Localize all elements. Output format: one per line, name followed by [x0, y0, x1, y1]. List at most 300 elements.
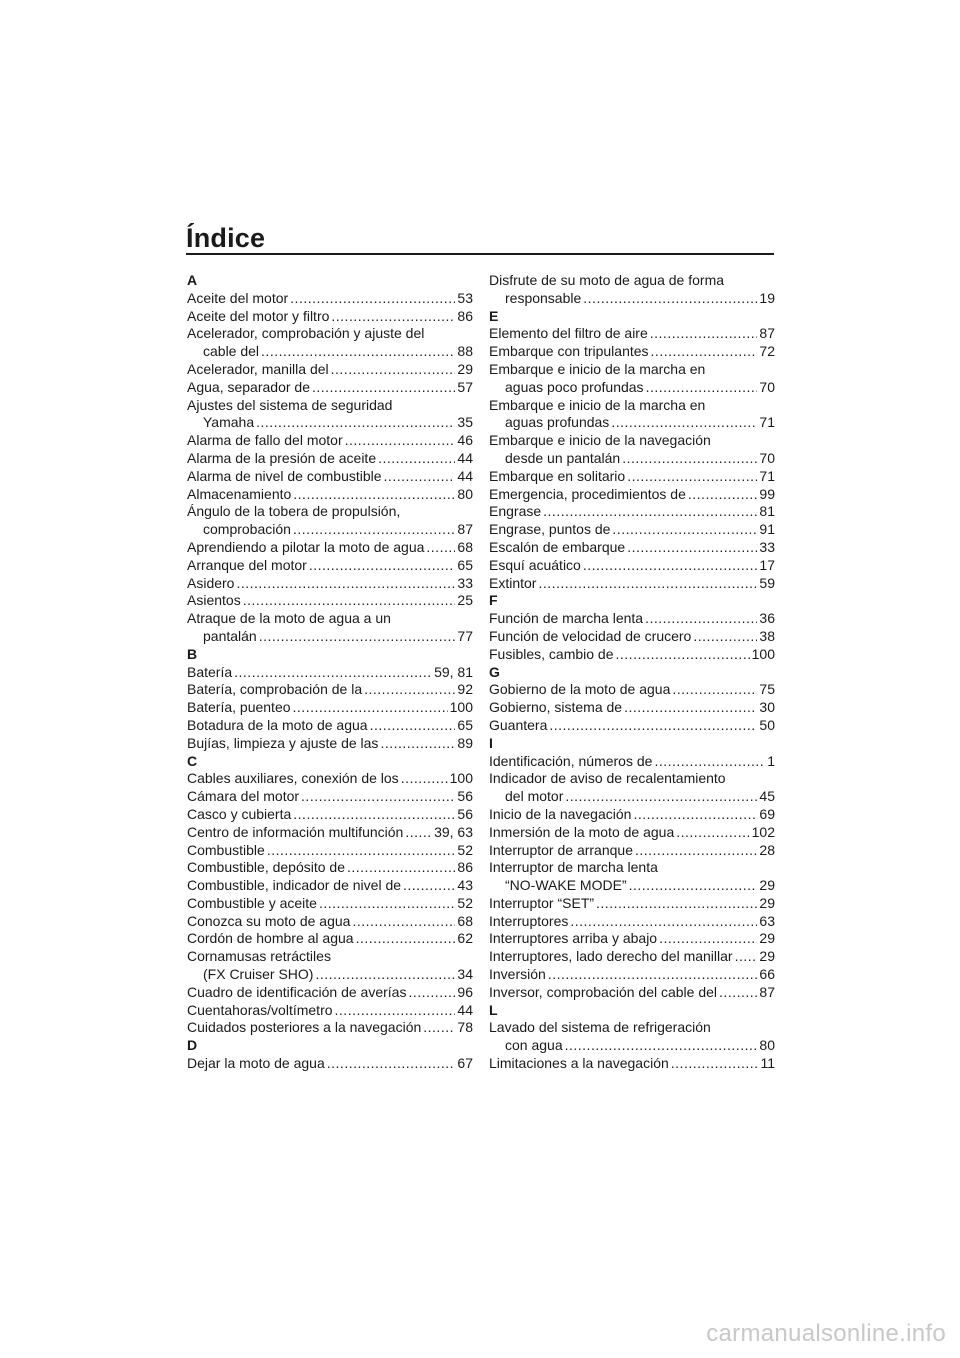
index-entry-page: 29 — [457, 360, 473, 377]
index-letter-heading: E — [489, 307, 499, 324]
index-entry — [187, 557, 473, 575]
index-entry-page: 71 — [759, 414, 775, 431]
index-entry-page: 77 — [457, 627, 473, 644]
index-entry — [187, 486, 473, 504]
index-entry-text: Función de marcha lenta — [489, 610, 644, 627]
dot-leader — [688, 486, 758, 504]
dot-leader — [650, 325, 758, 343]
index-entry-text: Gobierno, sistema de — [489, 699, 623, 716]
index-entry-head: Acelerador, comprobación y ajuste del — [187, 325, 425, 342]
index-entry — [187, 859, 473, 877]
page-title: Índice — [186, 223, 266, 253]
index-entry-text: Inversión — [489, 966, 546, 983]
index-entry-page: 59, 81 — [434, 663, 473, 680]
index-entry-page: 65 — [457, 556, 473, 573]
dot-leader — [596, 895, 757, 913]
index-entry-page: 68 — [457, 538, 473, 555]
dot-leader — [672, 681, 757, 699]
index-entry-text: Batería — [187, 663, 233, 680]
index-entry-page: 50 — [759, 716, 775, 733]
dot-leader — [370, 717, 456, 735]
index-entry — [489, 877, 775, 895]
index-entry — [187, 842, 473, 860]
index-entry — [489, 913, 775, 931]
index-entry — [187, 290, 473, 308]
index-entry-page: 100 — [751, 645, 775, 662]
index-entry-head: Embarque e inicio de la marcha en — [489, 396, 706, 413]
index-entry — [187, 521, 473, 539]
index-entry-text: Dejar la moto de agua — [187, 1055, 325, 1072]
index-entry-page: 19 — [759, 289, 775, 306]
index-entry-page: 44 — [457, 449, 473, 466]
dot-leader — [624, 699, 757, 717]
index-entry-head: Embarque e inicio de la marcha en — [489, 360, 706, 377]
index-entry — [489, 575, 775, 593]
index-entry-text: Yamaha — [203, 414, 255, 431]
index-entry-text: Interruptor “SET” — [489, 894, 595, 911]
dot-leader — [261, 343, 455, 361]
dot-leader — [408, 984, 455, 1002]
dot-leader — [565, 788, 757, 806]
index-entry-page: 43 — [457, 877, 473, 894]
index-entry-text: Batería, comprobación de la — [187, 681, 363, 698]
index-entry — [187, 930, 473, 948]
index-entry — [187, 770, 473, 788]
index-entry — [187, 1002, 473, 1020]
index-entry — [489, 1037, 775, 1055]
index-entry-text: Aceite del motor y filtro — [187, 307, 330, 324]
dot-leader — [671, 1055, 759, 1073]
index-letter-heading: B — [187, 645, 198, 662]
index-entry — [489, 325, 775, 343]
index-entry-text: Alarma de fallo del motor — [187, 432, 343, 449]
index-entry — [489, 646, 775, 664]
index-entry-page: 45 — [759, 788, 775, 805]
index-entry — [187, 468, 473, 486]
index-entry-page: 70 — [759, 449, 775, 466]
index-entry-text: Batería, puenteo — [187, 699, 291, 716]
dot-leader — [243, 592, 456, 610]
index-entry-page: 28 — [759, 841, 775, 858]
index-entry-text: Embarque en solitario — [489, 467, 626, 484]
dot-leader — [543, 503, 757, 521]
dot-leader — [380, 735, 455, 753]
index-entry-page: 62 — [457, 930, 473, 947]
dot-leader — [622, 450, 757, 468]
index-entry — [489, 681, 775, 699]
index-entry — [489, 842, 775, 860]
index-entry-text: “NO-WAKE MODE” — [505, 877, 627, 894]
index-entry-text: Cámara del motor — [187, 788, 300, 805]
index-entry-head: Cornamusas retráctiles — [187, 948, 331, 965]
index-entry-page: 86 — [457, 307, 473, 324]
dot-leader — [612, 521, 757, 539]
index-entry — [187, 717, 473, 735]
index-entry — [489, 824, 775, 842]
index-entry — [187, 788, 473, 806]
index-entry-page: 52 — [457, 841, 473, 858]
index-entry-page: 63 — [759, 912, 775, 929]
index-letter-heading: I — [489, 734, 493, 751]
index-entry-text: Botadura de la moto de agua — [187, 716, 368, 733]
index-entry-text: con agua — [505, 1037, 563, 1054]
index-entry — [489, 557, 775, 575]
index-entry-text: Inversor, comprobación del cable del — [489, 983, 718, 1000]
index-entry-text: Engrase — [489, 503, 542, 520]
index-entry-text: Conozca su moto de agua — [187, 912, 351, 929]
index-entry-head: Ajustes del sistema de seguridad — [187, 396, 393, 413]
index-entry-page: 96 — [457, 983, 473, 1000]
index-entry — [187, 913, 473, 931]
index-entry — [187, 628, 473, 646]
index-entry-text: aguas profundas — [505, 414, 610, 431]
index-entry-page: 86 — [457, 859, 473, 876]
index-entry — [489, 610, 775, 628]
index-entry — [489, 806, 775, 824]
index-letter-heading: A — [187, 272, 198, 288]
index-entry-text: Limitaciones a la navegación — [489, 1055, 669, 1072]
index-entry — [187, 664, 473, 682]
index-entry-page: 78 — [457, 1019, 473, 1036]
index-entry-text: aguas poco profundas — [505, 378, 644, 395]
index-entry — [489, 984, 775, 1002]
index-entry — [187, 966, 473, 984]
index-entry-page: 59 — [759, 574, 775, 591]
index-entry-page: 44 — [457, 467, 473, 484]
index-entry-page: 33 — [457, 574, 473, 591]
index-entry — [489, 290, 775, 308]
index-entry-head: Disfrute de su moto de agua de forma — [489, 272, 725, 288]
index-entry-text: Cuadro de identificación de averías — [187, 983, 407, 1000]
index-entry-page: 89 — [457, 734, 473, 751]
index-entry-page: 56 — [457, 788, 473, 805]
dot-leader — [335, 1002, 456, 1020]
index-entry — [489, 930, 775, 948]
index-entry-text: Aprendiendo a pilotar la moto de agua — [187, 538, 425, 555]
index-entry-text: Almacenamiento — [187, 485, 292, 502]
dot-leader — [719, 984, 757, 1002]
index-letter-heading: G — [489, 663, 500, 680]
dot-leader — [635, 842, 757, 860]
dot-leader — [549, 717, 757, 735]
index-entry-text: Combustible, depósito de — [187, 859, 345, 876]
index-entry-text: Elemento del filtro de aire — [489, 325, 648, 342]
dot-leader — [315, 966, 455, 984]
index-entry-text: Aceite del motor — [187, 289, 289, 306]
index-entry — [187, 414, 473, 432]
index-entry-page: 57 — [457, 378, 473, 395]
index-entry — [187, 432, 473, 450]
dot-leader — [693, 628, 757, 646]
index-entry-text: Centro de información multifunción — [187, 823, 404, 840]
index-entry — [489, 521, 775, 539]
index-entry-head: Interruptor de marcha lenta — [489, 859, 658, 876]
dot-leader — [676, 824, 749, 842]
title-rule — [186, 253, 774, 255]
dot-leader — [611, 414, 757, 432]
index-entry-page: 87 — [759, 983, 775, 1000]
index-entry — [489, 414, 775, 432]
index-entry — [187, 699, 473, 717]
dot-leader — [654, 753, 765, 771]
dot-leader — [293, 806, 455, 824]
index-entry-text: responsable — [505, 289, 582, 306]
dot-leader — [629, 877, 758, 895]
index-entry-text: Escalón de embarque — [489, 538, 626, 555]
index-entry-text: Combustible — [187, 841, 265, 858]
dot-leader — [616, 646, 750, 664]
index-entry-page: 17 — [759, 556, 775, 573]
index-entry-page: 68 — [457, 912, 473, 929]
index-entry-page: 87 — [457, 521, 473, 538]
dot-leader — [627, 468, 757, 486]
index-entry-page: 102 — [751, 823, 775, 840]
index-entry-text: Cuidados posteriores a la navegación — [187, 1019, 422, 1036]
index-entry-text: Alarma de la presión de aceite — [187, 449, 377, 466]
index-entry-text: Emergencia, procedimientos de — [489, 485, 686, 502]
index-entry — [489, 628, 775, 646]
index-entry-page: 81 — [759, 503, 775, 520]
index-entry-text: Asidero — [187, 574, 235, 591]
dot-leader — [426, 539, 455, 557]
index-entry-text: comprobación — [203, 521, 291, 538]
index-entry-page: 88 — [457, 343, 473, 360]
index-entry-head: Atraque de la moto de agua a un — [187, 610, 391, 627]
index-column-left — [187, 272, 473, 1073]
index-entry-page: 80 — [759, 1037, 775, 1054]
dot-leader — [565, 1037, 758, 1055]
dot-leader — [633, 806, 757, 824]
index-entry-text: Casco y cubierta — [187, 805, 292, 822]
index-entry-text: Engrase, puntos de — [489, 521, 611, 538]
dot-leader — [309, 557, 456, 575]
index-entry-page: 53 — [457, 289, 473, 306]
index-entry-head: Embarque e inicio de la navegación — [489, 432, 711, 449]
index-entry-text: Interruptores, lado derecho del manillar — [489, 948, 733, 965]
dot-leader — [347, 859, 455, 877]
dot-leader — [364, 681, 455, 699]
dot-leader — [312, 379, 455, 397]
index-entry-page: 1 — [767, 752, 775, 769]
index-entry-page: 36 — [759, 610, 775, 627]
index-entry-page: 52 — [457, 894, 473, 911]
dot-leader — [378, 450, 455, 468]
index-entry — [187, 539, 473, 557]
index-entry — [187, 681, 473, 699]
index-entry-text: desde un pantalán — [505, 449, 621, 466]
index-entry — [187, 735, 473, 753]
dot-leader — [548, 966, 758, 984]
dot-leader — [405, 824, 432, 842]
index-entry-text: Identificación, números de — [489, 752, 653, 769]
index-letter-heading: L — [489, 1001, 498, 1018]
index-entry-text: Interruptores — [489, 912, 569, 929]
index-entry-head: Indicador de aviso de recalentamiento — [489, 770, 726, 787]
index-entry — [489, 948, 775, 966]
index-entry-text: (FX Cruiser SHO) — [203, 966, 314, 983]
index-entry — [187, 806, 473, 824]
index-entry — [489, 539, 775, 557]
dot-leader — [646, 379, 758, 397]
index-entry-page: 87 — [759, 325, 775, 342]
dot-leader — [234, 664, 432, 682]
dot-leader — [659, 930, 757, 948]
index-entry-page: 29 — [759, 894, 775, 911]
index-entry-text: Guantera — [489, 716, 548, 733]
dot-leader — [583, 290, 757, 308]
index-entry-text: Embarque con tripulantes — [489, 343, 649, 360]
index-entry — [187, 895, 473, 913]
index-entry-head: Ángulo de la tobera de propulsión, — [187, 503, 401, 520]
index-entry-page: 71 — [759, 467, 775, 484]
watermark: carmanualsonline.info — [706, 1320, 946, 1347]
index-letter-heading: D — [187, 1037, 198, 1054]
dot-leader — [290, 290, 455, 308]
index-entry-text: Asientos — [187, 592, 241, 609]
index-entry-text: cable del — [203, 343, 260, 360]
index-entry-page: 29 — [759, 877, 775, 894]
index-entry-head: Lavado del sistema de refrigeración — [489, 1019, 711, 1036]
index-entry-text: del motor — [505, 788, 564, 805]
index-entry-text: Cables auxiliares, conexión de los — [187, 770, 399, 787]
index-entry-text: Cuentahoras/voltímetro — [187, 1001, 333, 1018]
dot-leader — [627, 539, 757, 557]
index-entry-text: pantalán — [203, 627, 257, 644]
index-entry — [489, 699, 775, 717]
index-entry-page: 44 — [457, 1001, 473, 1018]
index-entry-page: 25 — [457, 592, 473, 609]
index-entry-page: 67 — [457, 1055, 473, 1072]
dot-leader — [331, 361, 456, 379]
index-column-right — [489, 272, 775, 1073]
dot-leader — [267, 842, 456, 860]
index-entry-page: 69 — [759, 805, 775, 822]
dot-leader — [327, 1055, 456, 1073]
index-entry-text: Alarma de nivel de combustible — [187, 467, 382, 484]
index-entry — [489, 895, 775, 913]
index-entry-text: Extintor — [489, 574, 537, 591]
index-entry-page: 66 — [759, 966, 775, 983]
index-entry — [489, 1055, 775, 1073]
index-entry-page: 100 — [449, 770, 473, 787]
index-entry-page: 56 — [457, 805, 473, 822]
dot-leader — [403, 877, 455, 895]
index-entry-page: 11 — [760, 1055, 775, 1072]
index-entry-text: Cordón de hombre al agua — [187, 930, 354, 947]
index-letter-heading: C — [187, 752, 198, 769]
index-entry — [489, 343, 775, 361]
dot-leader — [645, 610, 757, 628]
index-entry-text: Función de velocidad de crucero — [489, 627, 692, 644]
index-entry — [489, 966, 775, 984]
dot-leader — [384, 468, 456, 486]
index-entry-text: Combustible, indicador de nivel de — [187, 877, 402, 894]
index-entry-text: Esquí acuático — [489, 556, 581, 573]
index-entry — [187, 984, 473, 1002]
index-entry-page: 30 — [759, 699, 775, 716]
dot-leader — [651, 343, 758, 361]
dot-leader — [319, 895, 455, 913]
index-entry-page: 91 — [759, 521, 775, 538]
index-entry — [489, 717, 775, 735]
index-entry-page: 33 — [759, 538, 775, 555]
dot-leader — [570, 913, 757, 931]
index-entry-text: Inmersión de la moto de agua — [489, 823, 675, 840]
dot-leader — [538, 575, 757, 593]
index-entry — [489, 503, 775, 521]
dot-leader — [345, 432, 456, 450]
index-entry — [489, 450, 775, 468]
index-entry — [187, 1055, 473, 1073]
dot-leader — [259, 628, 456, 646]
index-entry-page: 92 — [457, 681, 473, 698]
dot-leader — [293, 521, 455, 539]
index-entry — [187, 877, 473, 895]
index-entry-page: 35 — [457, 414, 473, 431]
index-entry — [187, 308, 473, 326]
index-letter-heading: F — [489, 592, 498, 609]
index-entry-page: 99 — [759, 485, 775, 502]
index-entry — [187, 450, 473, 468]
index-entry-page: 80 — [457, 485, 473, 502]
index-entry — [489, 486, 775, 504]
index-entry-page: 34 — [457, 966, 473, 983]
index-entry — [187, 379, 473, 397]
dot-leader — [293, 486, 455, 504]
index-entry-text: Bujías, limpieza y ajuste de las — [187, 734, 379, 751]
index-entry-text: Interruptor de arranque — [489, 841, 633, 858]
index-entry-page: 70 — [759, 378, 775, 395]
index-entry-page: 39, 63 — [434, 823, 473, 840]
index-entry-text: Arranque del motor — [187, 556, 307, 573]
index-entry — [187, 824, 473, 842]
dot-leader — [236, 575, 455, 593]
index-entry — [187, 592, 473, 610]
index-entry-text: Agua, separador de — [187, 378, 310, 395]
index-entry-text: Interruptores arriba y abajo — [489, 930, 658, 947]
dot-leader — [331, 308, 455, 326]
index-entry-text: Inicio de la navegación — [489, 805, 632, 822]
index-entry-page: 46 — [457, 432, 473, 449]
index-entry-text: Gobierno de la moto de agua — [489, 681, 671, 698]
dot-leader — [256, 414, 455, 432]
index-entry-text: Fusibles, cambio de — [489, 645, 614, 662]
dot-leader — [293, 699, 448, 717]
index-entry-page: 75 — [759, 681, 775, 698]
index-entry — [187, 575, 473, 593]
index-entry — [187, 1019, 473, 1037]
index-entry-text: Acelerador, manilla del — [187, 360, 329, 377]
index-entry-page: 38 — [759, 627, 775, 644]
index-entry-page: 29 — [759, 930, 775, 947]
dot-leader — [401, 770, 448, 788]
index-entry — [489, 379, 775, 397]
index-entry — [187, 343, 473, 361]
dot-leader — [423, 1019, 455, 1037]
dot-leader — [352, 913, 455, 931]
index-entry — [489, 468, 775, 486]
index-entry-text: Combustible y aceite — [187, 894, 317, 911]
dot-leader — [356, 930, 456, 948]
index-entry — [187, 361, 473, 379]
dot-leader — [735, 948, 758, 966]
index-entry — [489, 753, 775, 771]
index-entry-page: 72 — [759, 343, 775, 360]
index-entry-page: 100 — [449, 699, 473, 716]
dot-leader — [583, 557, 758, 575]
index-entry — [489, 788, 775, 806]
index-entry-page: 29 — [759, 948, 775, 965]
